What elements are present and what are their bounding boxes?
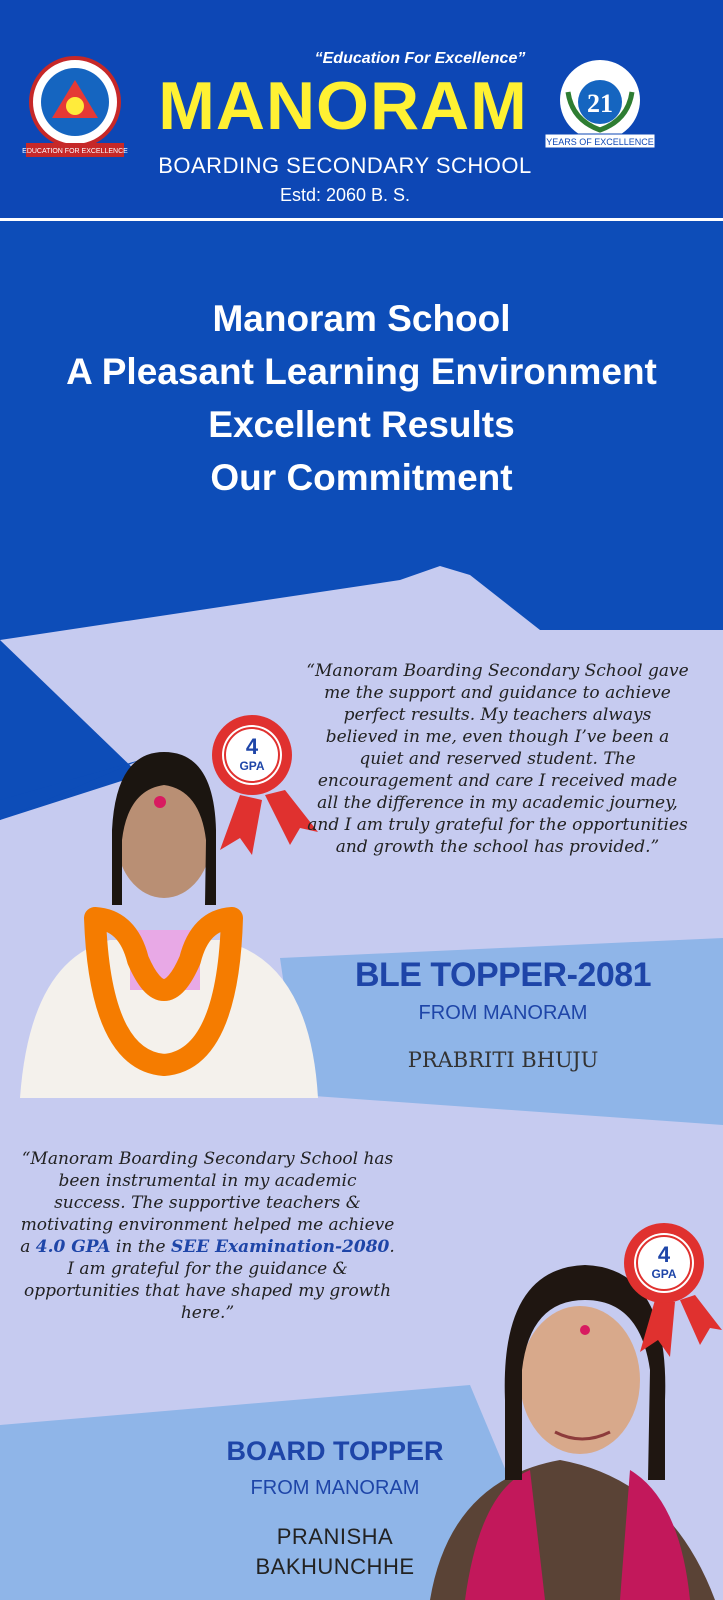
gpa-badge-2-label: GPA — [651, 1267, 677, 1281]
gpa-badge-1-number: 4 — [245, 734, 259, 759]
topper2-quote-part1: “Manoram Boarding Secondary School has been instrumental in my academic success. The supportive teachers & motivating environment helped me achieve a — [20, 1149, 395, 1257]
topper2-name-line-1: PRANISHA — [276, 1524, 394, 1549]
topper2-quote — [20, 1148, 395, 1324]
topper2-quote-part3: . I am grateful for the guidance & opportunities that have shaped my growth here.” — [23, 1237, 395, 1323]
topper2-quote-part2: in the — [110, 1237, 171, 1257]
topper1-title: BLE TOPPER-2081 — [354, 956, 652, 994]
topper2-title: BOARD TOPPER — [226, 1436, 444, 1466]
school-established: Estd: 2060 B. S. — [279, 185, 411, 205]
anniversary-number: 21 — [587, 89, 613, 118]
headline-line-3: Excellent Results — [208, 404, 515, 445]
topper2-name-line-2: BAKHUNCHHE — [255, 1554, 415, 1579]
header-divider — [0, 218, 723, 221]
logo-banner-text: EDUCATION FOR EXCELLENCE — [22, 148, 128, 155]
topper2-quote-exam: SEE Examination-2080 — [170, 1237, 390, 1257]
anniversary-text: YEARS OF EXCELLENCE — [546, 137, 654, 147]
gpa-badge-1-label: GPA — [239, 759, 265, 773]
topper1-quote: “Manoram Boarding Secondary School gave me the support and guidance to achieve perfect results. My teachers always believed in me, even though I’ve been a quiet and reserved student. The encouragement and care I received made all the difference in my academic journey, and I am truly grateful for the opportunities and growth the school has provided.” — [306, 661, 689, 857]
headline-line-1: Manoram School — [212, 298, 511, 339]
gpa-badge-2-number: 4 — [657, 1242, 671, 1267]
topper2-quote-gpa: 4.0 GPA — [35, 1237, 111, 1257]
topper2-name — [200, 1522, 470, 1582]
headline-line-2: A Pleasant Learning Environment — [66, 351, 657, 392]
school-subtitle: BOARDING SECONDARY SCHOOL — [158, 153, 532, 178]
school-tagline: “Education For Excellence” — [314, 50, 526, 67]
topper1-from: FROM MANORAM — [418, 1002, 588, 1024]
headline-line-4: Our Commitment — [210, 457, 513, 498]
topper1-name: PRABRITI BHUJU — [407, 1048, 599, 1072]
topper2-from: FROM MANORAM — [250, 1477, 420, 1499]
school-name: MANORAM — [158, 68, 528, 144]
